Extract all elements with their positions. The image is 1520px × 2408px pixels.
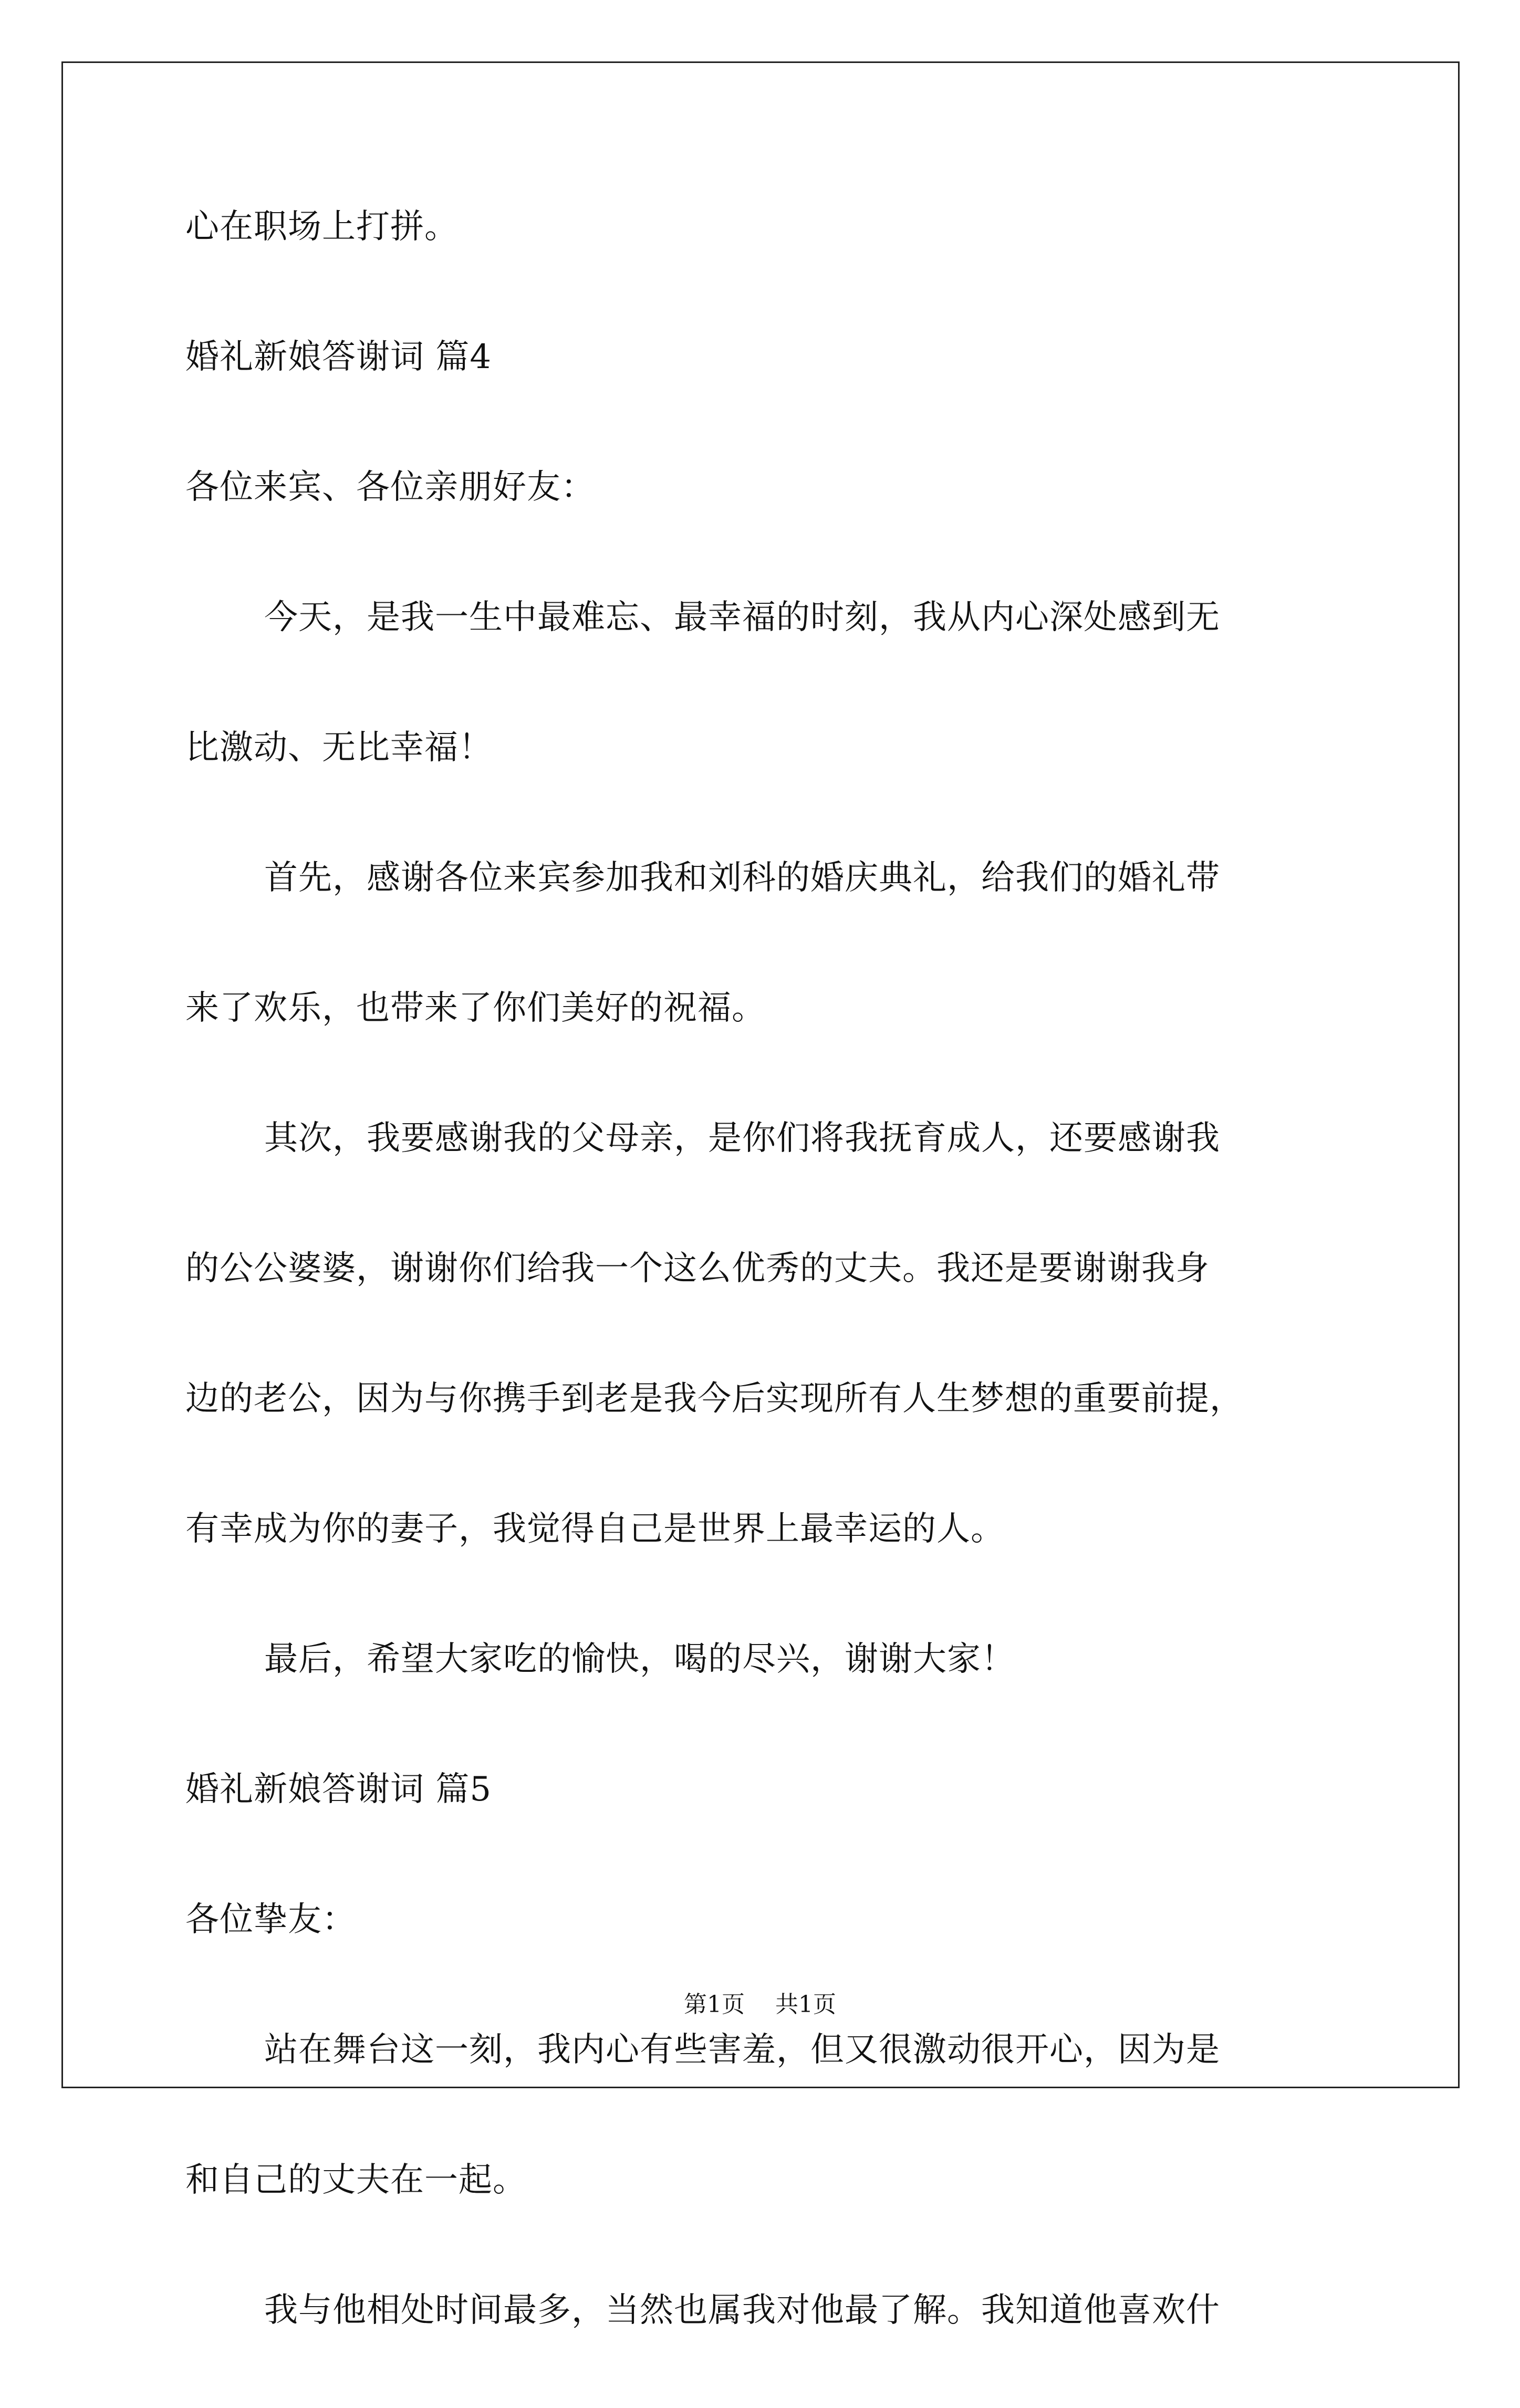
salutation: 各位来宾、各位亲朋好友：	[185, 468, 595, 507]
section-heading: 婚礼新娘答谢词 篇4	[185, 338, 492, 376]
page-footer	[0, 1989, 1520, 2020]
paragraph-line: 今天，是我一生中最难忘、最幸福的时刻，我从内心深处感到无	[264, 598, 1220, 637]
paragraph-line: 首先，感谢各位来宾参加我和刘科的婚庆典礼，给我们的婚礼带	[264, 858, 1220, 897]
paragraph-line: 心在职场上打拼。	[185, 207, 459, 246]
paragraph-line: 来了欢乐，也带来了你们美好的祝福。	[185, 989, 766, 1028]
paragraph-line: 有幸成为你的妻子，我觉得自己是世界上最幸运的人。	[185, 1510, 1005, 1548]
page-number-total: 共1页	[775, 1991, 836, 2018]
paragraph-line: 站在舞台这一刻，我内心有些害羞，但又很激动很开心，因为是	[264, 2030, 1220, 2069]
document-body	[185, 194, 1372, 2408]
paragraph-line: 我与他相处时间最多，当然也属我对他最了解。我知道他喜欢什	[264, 2291, 1220, 2330]
paragraph-line: 的公公婆婆，谢谢你们给我一个这么优秀的丈夫。我还是要谢谢我身	[185, 1249, 1210, 1288]
paragraph-line: 其次，我要感谢我的父母亲，是你们将我抚育成人，还要感谢我	[264, 1119, 1220, 1158]
salutation: 各位挚友：	[185, 1900, 356, 1939]
paragraph-line: 比激动、无比幸福！	[185, 728, 493, 767]
page-number-current: 第1页	[684, 1991, 745, 2018]
paragraph-line: 和自己的丈夫在一起。	[185, 2161, 527, 2200]
paragraph-line: 边的老公，因为与你携手到老是我今后实现所有人生梦想的重要前提，	[185, 1379, 1244, 1418]
section-heading: 婚礼新娘答谢词 篇5	[185, 1770, 492, 1809]
paragraph-line: 最后，希望大家吃的愉快，喝的尽兴，谢谢大家！	[264, 1640, 1015, 1679]
